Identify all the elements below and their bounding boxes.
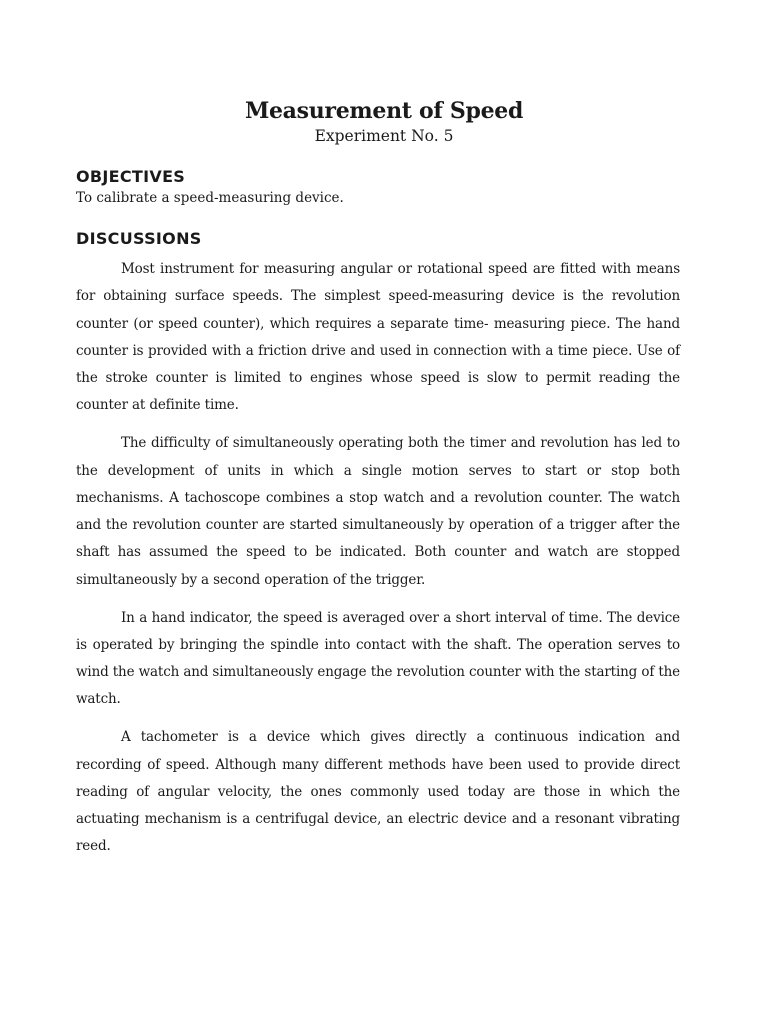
discussion-paragraph: Most instrument for measuring angular or rotational speed are fitted with means for obtaining surface speeds. The simplest speed-measuring device is the revolution counter (or speed counter), which requires a separate time- measuring piece. The hand counter is provided with a friction drive and used in connection with a time piece. Use of the stroke counter is limited to engines whose speed is slow to permit reading the counter at definite time. (76, 261, 680, 414)
discussions-body (76, 256, 680, 871)
objectives-text: To calibrate a speed-measuring device. (76, 190, 344, 206)
objectives-heading: OBJECTIVES (76, 167, 186, 186)
discussion-paragraph: The difficulty of simultaneously operating both the timer and revolution has led to the development of units in which a single motion serves to start or stop both mechanisms. A tachoscope combines a stop watch and a revolution counter. The watch and the revolution counter are started simultaneously by operation of a trigger after the shaft has assumed the speed to be indicated. Both counter and watch are stopped simultaneously by a second operation of the trigger. (76, 435, 680, 588)
document-title: Measurement of Speed (244, 98, 524, 124)
discussion-paragraph: In a hand indicator, the speed is averaged over a short interval of time. The device is operated by bringing the spindle into contact with the shaft. The operation serves to wind the watch and simultaneously engage the revolution counter with the starting of the watch. (76, 609, 680, 708)
discussion-paragraph: A tachometer is a device which gives directly a continuous indication and recording of speed. Although many different methods have been used to provide direct reading of angular velocity, the ones commonly used today are those in which the actuating mechanism is a centrifugal device, an electric device and a resonant vibrating reed. (76, 729, 680, 855)
document-subtitle: Experiment No. 5 (314, 127, 454, 145)
discussions-heading: DISCUSSIONS (76, 229, 202, 248)
